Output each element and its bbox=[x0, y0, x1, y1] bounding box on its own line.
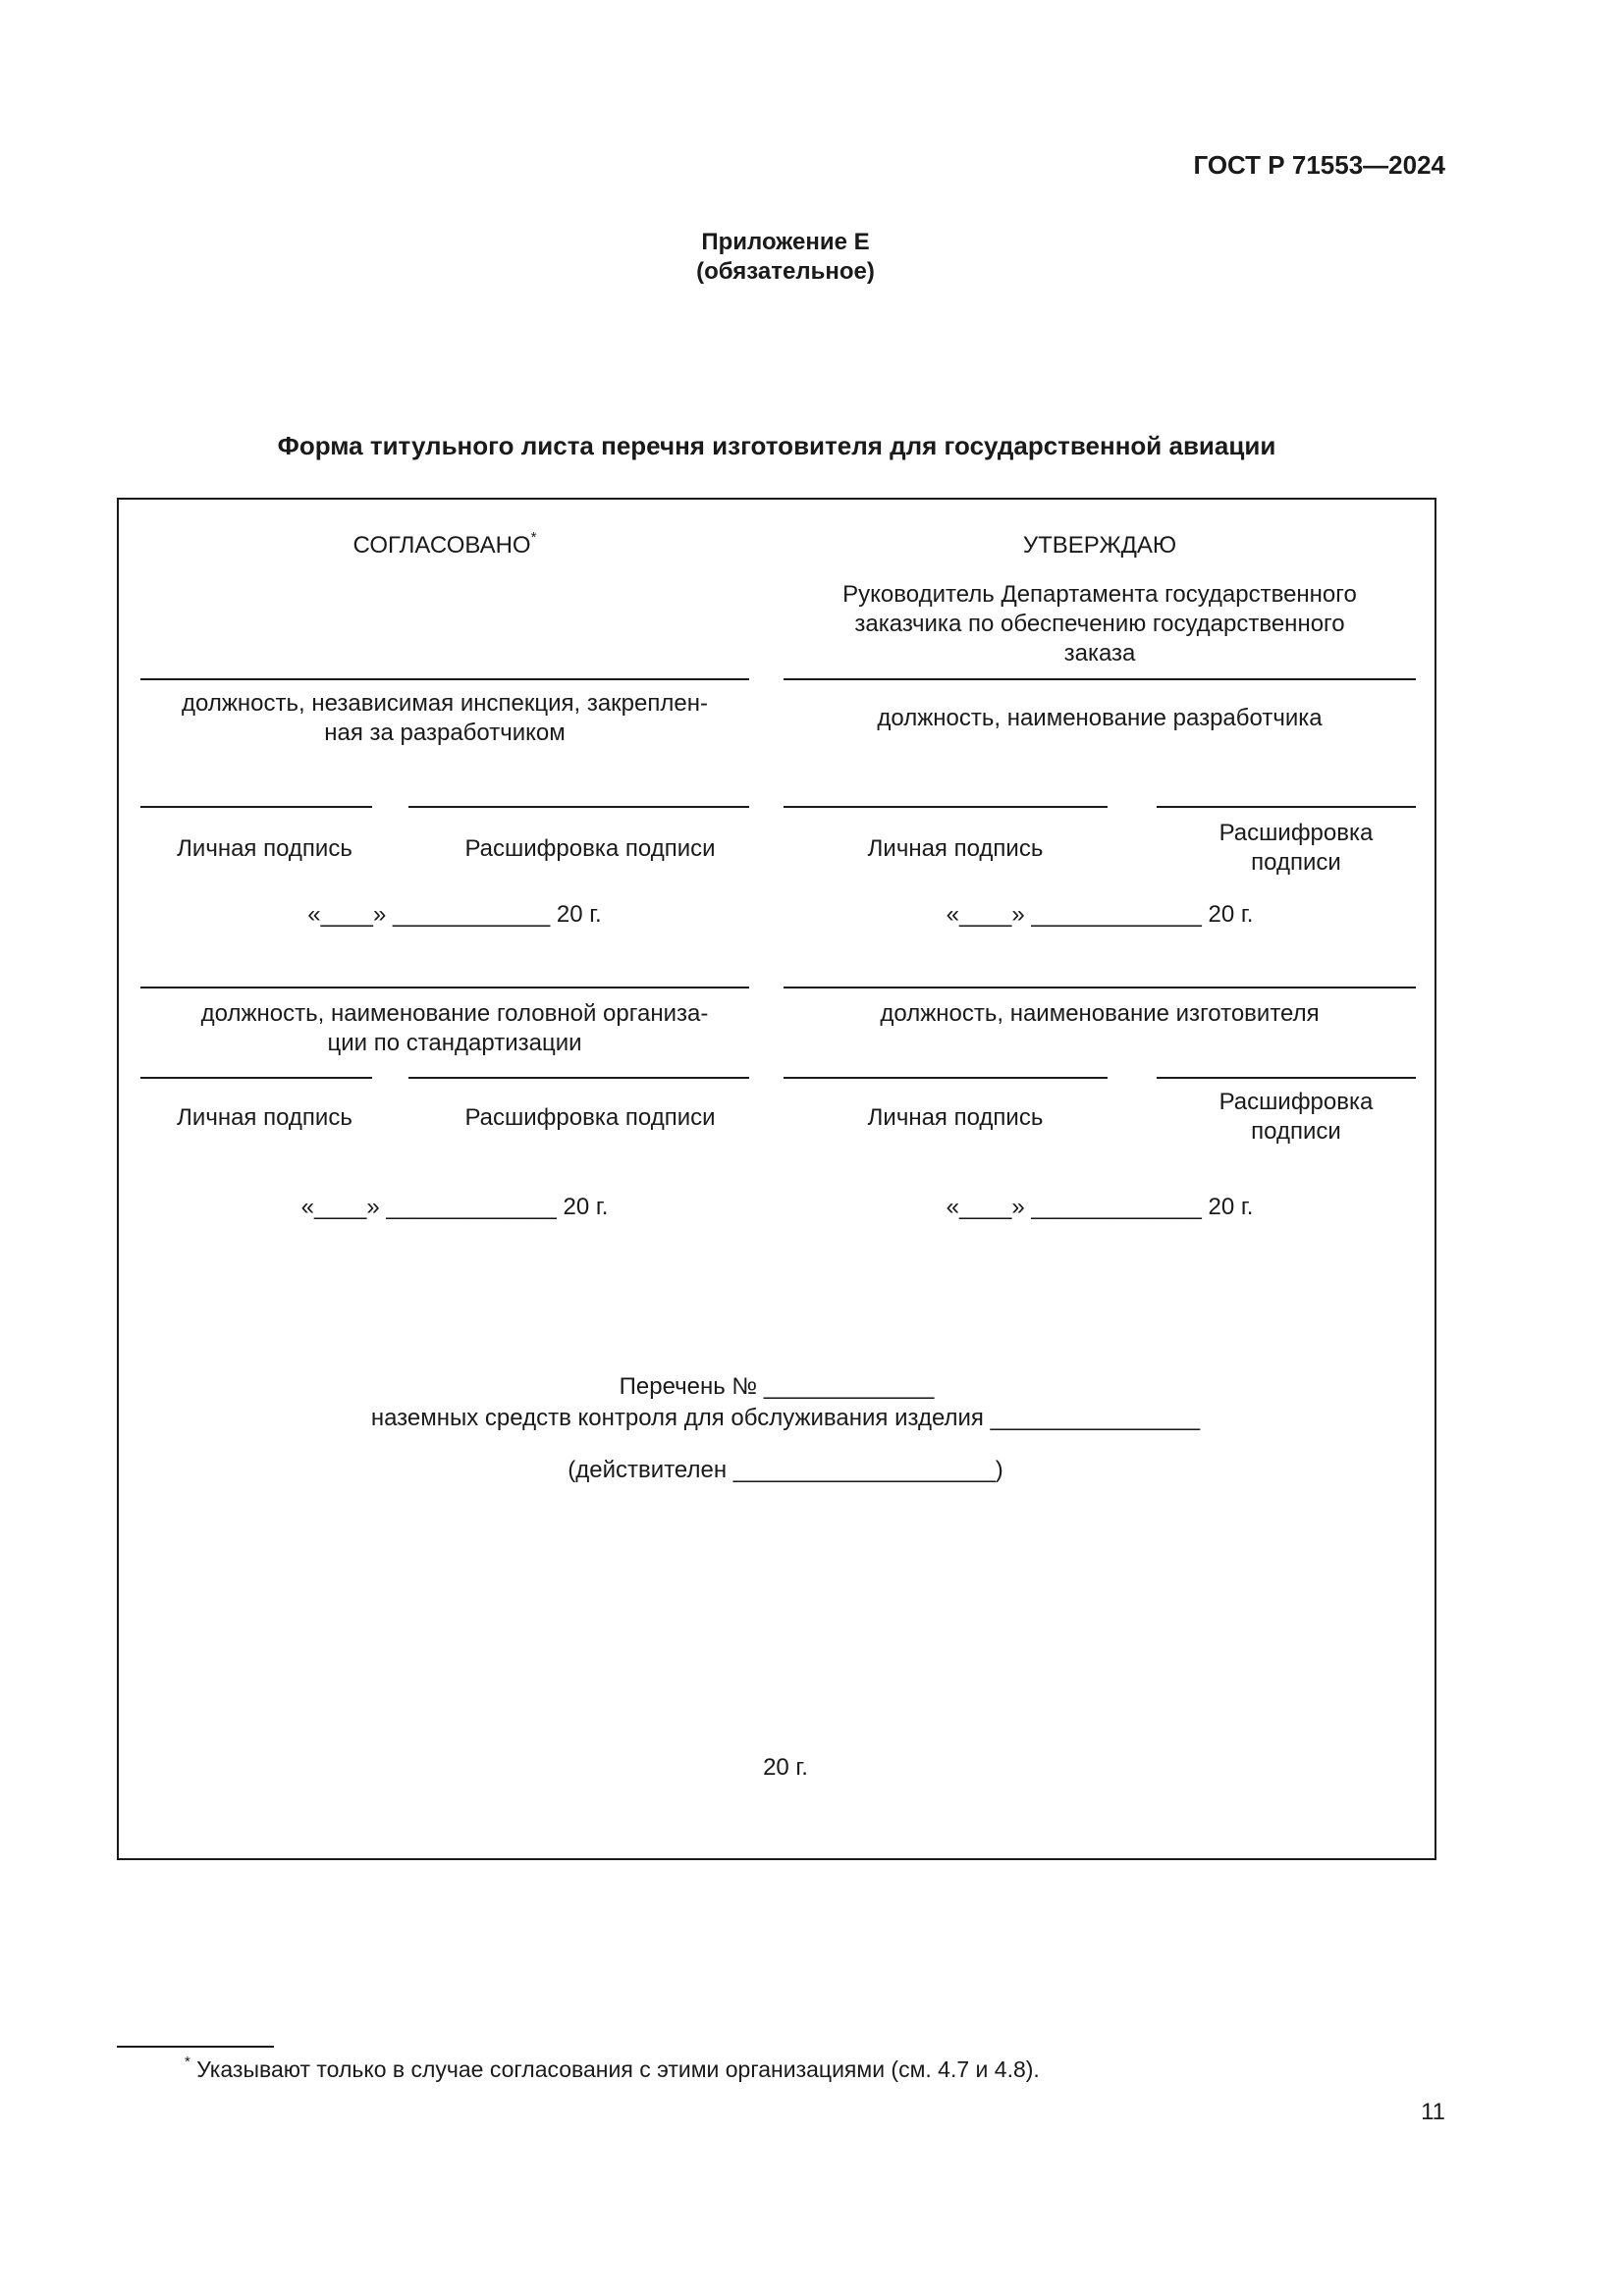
caption-developer: должность, наименование разработчика bbox=[877, 705, 1323, 731]
agreed-heading: СОГЛАСОВАНО* bbox=[352, 529, 537, 559]
caption-independent-inspection-2: ная за разработчиком bbox=[324, 720, 566, 746]
signature-line-2 bbox=[140, 1077, 372, 1079]
caption-head-organization-1: должность, наименование головной организа- bbox=[200, 1000, 709, 1027]
date-field-2: «____» _____________ 20 г. bbox=[300, 1194, 609, 1220]
signature-line-right-2 bbox=[784, 1077, 1108, 1079]
position-signature-line bbox=[140, 678, 749, 680]
date-field-right: «____» _____________ 20 г. bbox=[946, 901, 1254, 928]
signature-label-right-2: Личная подпись bbox=[867, 1104, 1044, 1131]
date-field: «____» ____________ 20 г. bbox=[307, 901, 602, 928]
caption-independent-inspection-1: должность, независимая инспекция, закреплен- bbox=[182, 690, 708, 717]
approver-title-1: Руководитель Департамента государственного bbox=[842, 581, 1357, 608]
footnote-text: Указывают только в случае согласования с этими организациями (см. 4.7 и 4.8). bbox=[196, 2056, 1040, 2082]
signature-decode-label-right-2b: подписи bbox=[1251, 1118, 1341, 1145]
developer-position-line bbox=[784, 678, 1416, 680]
signature-line-right bbox=[784, 806, 1108, 808]
date-field-right-2: «____» _____________ 20 г. bbox=[946, 1194, 1254, 1220]
footnote bbox=[185, 2056, 1363, 2083]
caption-head-organization-2: ции по стандартизации bbox=[327, 1030, 582, 1056]
signature-decode-label-right-1: Расшифровка bbox=[1218, 820, 1374, 846]
signature-decode-line-right-2 bbox=[1157, 1077, 1416, 1079]
approver-title-3: заказа bbox=[1063, 640, 1136, 667]
form-title: Форма титульного листа перечня изготовителя для государственной авиации bbox=[277, 431, 1276, 460]
manufacturer-position-line bbox=[784, 987, 1416, 988]
signature-label-2: Личная подпись bbox=[177, 1104, 352, 1131]
approver-title-2: заказчика по обеспечению государственного bbox=[854, 611, 1345, 637]
annex-title: Приложение Е bbox=[701, 229, 870, 255]
footnote-mark: * bbox=[530, 529, 537, 546]
signature-decode-label-right-2a: Расшифровка bbox=[1218, 1089, 1374, 1115]
signature-decode-line-right bbox=[1157, 806, 1416, 808]
list-year-line: 20 г. bbox=[763, 1754, 808, 1781]
signature-decode-label-2: Расшифровка подписи bbox=[464, 1104, 716, 1131]
list-validity-line: (действителен ____________________) bbox=[568, 1457, 1003, 1483]
caption-manufacturer: должность, наименование изготовителя bbox=[880, 1000, 1320, 1027]
annex-status: (обязательное) bbox=[696, 258, 875, 285]
document-code: ГОСТ Р 71553—2024 bbox=[1193, 150, 1445, 180]
signature-label: Личная подпись bbox=[177, 835, 352, 862]
page-number: 11 bbox=[1421, 2099, 1445, 2125]
signature-decode-line bbox=[408, 806, 749, 808]
list-subject-line: наземных средств контроля для обслуживания изделия ________________ bbox=[370, 1405, 1201, 1431]
approve-heading: УТВЕРЖДАЮ bbox=[1022, 532, 1177, 559]
list-number-line: Перечень № _____________ bbox=[619, 1373, 935, 1400]
head-organization-line bbox=[140, 987, 749, 988]
footnote-rule bbox=[117, 2046, 274, 2048]
signature-label-right: Личная подпись bbox=[867, 835, 1044, 862]
footnote-marker: * bbox=[185, 2054, 190, 2071]
signature-decode-label: Расшифровка подписи bbox=[464, 835, 716, 862]
signature-decode-label-right-2: подписи bbox=[1251, 849, 1341, 876]
signature-line bbox=[140, 806, 372, 808]
signature-decode-line-2 bbox=[408, 1077, 749, 1079]
